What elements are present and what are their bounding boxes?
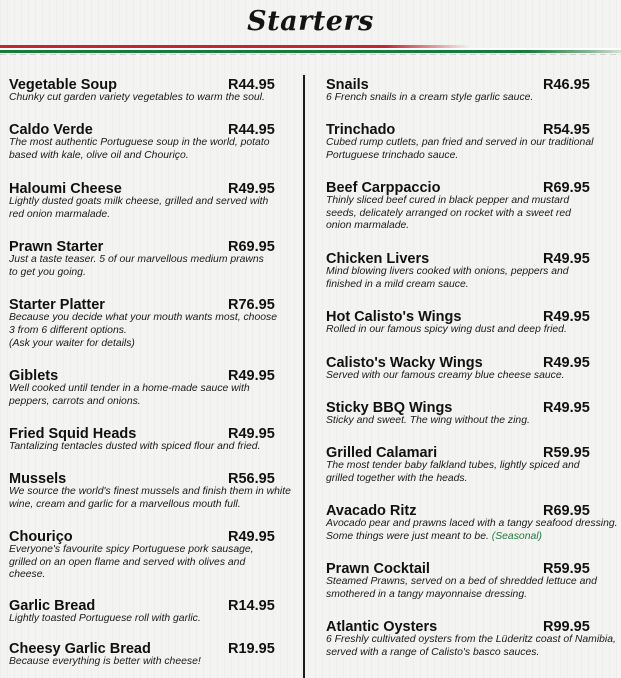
item-description: Tantalizing tentacles dusted with spiced flour and fried. bbox=[9, 441, 261, 452]
item-name: Chouriço bbox=[9, 529, 73, 545]
item-price: R49.95 bbox=[543, 400, 590, 416]
item-price: R44.95 bbox=[228, 77, 275, 93]
item-name: Prawn Cocktail bbox=[326, 561, 430, 577]
item-name: Mussels bbox=[9, 471, 67, 487]
seasonal-tag: (Seasonal) bbox=[491, 530, 543, 542]
item-price: R49.95 bbox=[543, 251, 590, 267]
item-price: R69.95 bbox=[543, 503, 590, 519]
item-name: Snails bbox=[326, 77, 369, 93]
item-price: R99.95 bbox=[543, 619, 590, 635]
item-description: Because you decide what your mouth wants most, choose 3 from 6 different options. bbox=[9, 312, 277, 336]
item-description: The most authentic Portuguese soup in the world, potato based with kale, olive oil and Chouriço. bbox=[9, 137, 270, 161]
item-description: Chunky cut garden variety vegetables to warm the soul. bbox=[9, 92, 265, 103]
item-name: Vegetable Soup bbox=[9, 77, 117, 93]
item-price: R59.95 bbox=[543, 445, 590, 461]
item-price: R49.95 bbox=[228, 181, 275, 197]
item-name: Beef Carppaccio bbox=[326, 180, 441, 196]
item-description: 6 French snails in a cream style garlic sauce. bbox=[326, 92, 534, 103]
dashed-rule bbox=[0, 54, 621, 55]
item-description: 6 Freshly cultivated oysters from the Lüderitz coast of Namibia, served with a range of Calisto's basco sauces. bbox=[326, 634, 616, 658]
item-description: The most tender baby falkland tubes, lightly spiced and grilled together with the heads. bbox=[326, 460, 580, 484]
menu-title: Starters bbox=[247, 6, 374, 37]
item-name: Haloumi Cheese bbox=[9, 181, 122, 197]
item-name: Sticky BBQ Wings bbox=[326, 400, 453, 416]
item-price: R54.95 bbox=[543, 122, 590, 138]
item-price: R49.95 bbox=[543, 355, 590, 371]
item-name: Cheesy Garlic Bread bbox=[9, 641, 151, 657]
item-description: Sticky and sweet. The wing without the zing. bbox=[326, 415, 530, 426]
item-name: Garlic Bread bbox=[9, 598, 96, 614]
item-description: Lightly dusted goats milk cheese, grilled and served with red onion marmalade. bbox=[9, 196, 269, 220]
item-description bbox=[326, 518, 618, 543]
item-name: Trinchado bbox=[326, 122, 396, 138]
item-name: Calisto's Wacky Wings bbox=[326, 355, 483, 371]
item-description: Everyone's favourite spicy Portuguese pork sausage, grilled on an open flame and served with olives and cheese. bbox=[9, 544, 254, 580]
item-description: Lightly toasted Portuguese roll with garlic. bbox=[9, 613, 201, 624]
column-divider bbox=[303, 75, 305, 678]
item-price: R49.95 bbox=[228, 529, 275, 545]
item-name: Prawn Starter bbox=[9, 239, 104, 255]
item-description: Thinly sliced beef cured in black pepper and mustard seeds, delicately arranged on rocket with a sweet red onion marmalade. bbox=[326, 195, 571, 231]
item-description-text: Avocado pear and prawns laced with a tangy seafood dressing. Some things were just meant to be. bbox=[326, 518, 618, 542]
item-name: Avacado Ritz bbox=[326, 503, 417, 519]
item-name: Grilled Calamari bbox=[326, 445, 438, 461]
item-price: R49.95 bbox=[228, 426, 275, 442]
item-price: R46.95 bbox=[543, 77, 590, 93]
item-price: R49.95 bbox=[543, 309, 590, 325]
item-description: Rolled in our famous spicy wing dust and deep fried. bbox=[326, 324, 567, 335]
item-price: R76.95 bbox=[228, 297, 275, 313]
item-price: R19.95 bbox=[228, 641, 275, 657]
item-price: R69.95 bbox=[228, 239, 275, 255]
item-description: Served with our famous creamy blue cheese sauce. bbox=[326, 370, 565, 381]
item-name: Hot Calisto's Wings bbox=[326, 309, 462, 325]
item-description: Cubed rump cutlets, pan fried and served in our traditional Portuguese trinchado sauce. bbox=[326, 137, 594, 161]
green-stripe bbox=[0, 50, 621, 53]
item-price: R59.95 bbox=[543, 561, 590, 577]
item-description: We source the world's finest mussels and finish them in white wine, cream and garlic for a marvellous mouth full. bbox=[9, 486, 291, 510]
item-price: R49.95 bbox=[228, 368, 275, 384]
item-description: Steamed Prawns, served on a bed of shredded lettuce and smothered in a tangy mayonnaise dressing. bbox=[326, 576, 597, 600]
item-description: Just a taste teaser. 5 of our marvellous medium prawns to get you going. bbox=[9, 254, 264, 278]
item-price: R44.95 bbox=[228, 122, 275, 138]
item-price: R14.95 bbox=[228, 598, 275, 614]
item-name: Starter Platter bbox=[9, 297, 105, 313]
title-stripes bbox=[0, 45, 621, 57]
item-note: (Ask your waiter for details) bbox=[9, 338, 135, 349]
item-price: R56.95 bbox=[228, 471, 275, 487]
item-price: R69.95 bbox=[543, 180, 590, 196]
item-name: Atlantic Oysters bbox=[326, 619, 438, 635]
item-description: Because everything is better with cheese! bbox=[9, 656, 201, 667]
item-description: Well cooked until tender in a home-made sauce with peppers, carrots and onions. bbox=[9, 383, 250, 407]
item-description: Mind blowing livers cooked with onions, peppers and finished in a mild cream sauce. bbox=[326, 266, 569, 290]
item-name: Giblets bbox=[9, 368, 59, 384]
item-name: Chicken Livers bbox=[326, 251, 430, 267]
item-name: Caldo Verde bbox=[9, 122, 93, 138]
item-name: Fried Squid Heads bbox=[9, 426, 137, 442]
